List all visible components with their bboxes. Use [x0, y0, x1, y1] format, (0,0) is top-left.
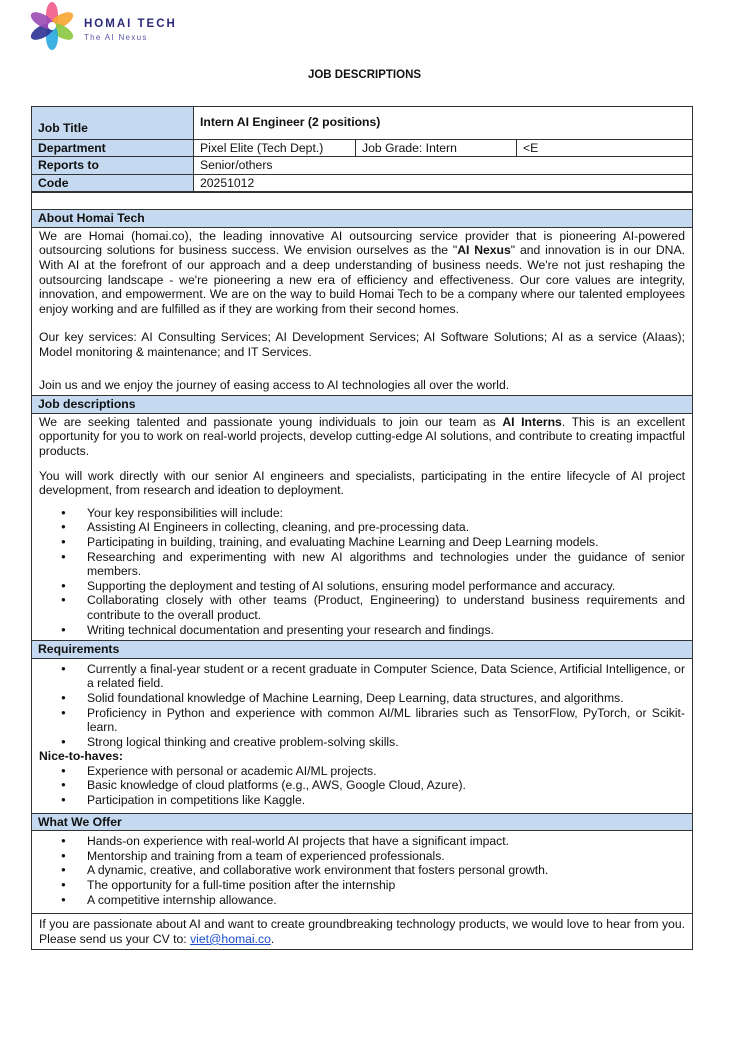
list-item: ● Mentorship and training from a team of experienced professionals. — [39, 849, 685, 864]
list-item: ● A competitive internship allowance. — [39, 893, 685, 908]
nice-to-haves-list — [39, 764, 685, 808]
list-item: ● A dynamic, creative, and collaborative work environment that fosters personal growth. — [39, 863, 685, 878]
about-paragraph-2: Our key services: AI Consulting Services; AI Development Services; AI Software Solutions; AI as a service (AIaas); Model monitoring & maintenance; and IT Services. — [39, 330, 685, 360]
closing-paragraph: If you are passionate about AI and want to create groundbreaking technology products, we would love to hear from you. Please send us your CV to: viet@homai.co. — [39, 917, 685, 946]
email-link[interactable]: viet@homai.co — [190, 931, 271, 946]
list-item: ● Currently a final-year student or a recent graduate in Computer Science, Data Science, Artificial Intelligence, or a related field. — [39, 662, 685, 691]
responsibilities-list — [39, 506, 685, 637]
brand-name: HOMAI TECH — [84, 18, 177, 30]
code-value: 20251012 — [194, 174, 693, 192]
list-item: ● Collaborating closely with other teams (Product, Engineering) to understand business requirements and contribute to the overall product. — [39, 593, 685, 622]
job-paragraph-2: You will work directly with our senior AI engineers and specialists, participating in the entire lifecycle of AI project development, from research and ideation to deployment. — [39, 468, 685, 498]
job-title-value: Intern AI Engineer (2 positions) — [194, 107, 693, 139]
department-value: Pixel Elite (Tech Dept.) — [194, 139, 356, 157]
extra-value: <E — [517, 139, 693, 157]
closing-section — [32, 913, 692, 949]
job-descriptions-heading: Job descriptions — [32, 395, 692, 414]
job-grade-value: Job Grade: Intern — [356, 139, 517, 157]
flower-logo-icon — [28, 0, 78, 52]
company-logo — [28, 0, 188, 52]
what-we-offer-heading: What We Offer — [32, 813, 692, 832]
list-item: ● Your key responsibilities will include: — [39, 506, 685, 521]
what-we-offer-body — [32, 831, 692, 913]
about-paragraph-3: Join us and we enjoy the journey of easing access to AI technologies all over the world. — [39, 377, 510, 392]
list-item: ● The opportunity for a full-time position after the internship — [39, 878, 685, 893]
job-description-frame — [31, 106, 693, 950]
list-item: ● Experience with personal or academic AI/ML projects. — [39, 764, 685, 779]
job-paragraph-1: We are seeking talented and passionate young individuals to join our team as AI Interns. This is an excellent opportunity for you to work on real-world projects, develop cutting-edge AI solutions, and contribute to creating impactful products. — [39, 414, 685, 458]
list-item: ● Hands-on experience with real-world AI projects that have a significant impact. — [39, 834, 685, 849]
reports-to-label: Reports to — [32, 157, 194, 175]
requirements-heading: Requirements — [32, 640, 692, 659]
list-item: ● Proficiency in Python and experience with common AI/ML libraries such as TensorFlow, PyTorch, or Scikit-learn. — [39, 706, 685, 735]
nice-to-haves-heading: Nice-to-haves: — [39, 749, 123, 764]
about-body — [32, 228, 692, 395]
list-item: ● Strong logical thinking and creative problem-solving skills. — [39, 735, 685, 750]
list-item: ● Researching and experimenting with new AI algorithms and technologies under the guidance of senior members. — [39, 550, 685, 579]
department-label: Department — [32, 139, 194, 157]
code-label: Code — [32, 174, 194, 192]
requirements-body — [32, 659, 692, 813]
about-paragraph-1: We are Homai (homai.co), the leading innovative AI outsourcing service provider that is pioneering AI-powered outsourcing solutions for business success. We envision ourselves as the "AI Nexus" and innovation is in our DNA. With AI at the forefront of our approach and a deep understanding of business needs. We're not just reshaping the outsourcing landscape - we're pioneering a new era of efficiency and effectiveness. Our core values are integrity, innovation, and empowerment. We are on the way to build Homai Tech to be a company where our talented employees enjoy working and are fulfilled as if they are working from their second homes. — [39, 228, 685, 316]
about-heading: About Homai Tech — [32, 209, 692, 228]
list-item: ● Participating in building, training, and evaluating Machine Learning and Deep Learning models. — [39, 535, 685, 550]
list-item: ● Assisting AI Engineers in collecting, cleaning, and pre-processing data. — [39, 520, 685, 535]
list-item: ● Participation in competitions like Kaggle. — [39, 793, 685, 808]
list-item: ● Basic knowledge of cloud platforms (e.g., AWS, Google Cloud, Azure). — [39, 778, 685, 793]
requirements-list — [39, 662, 685, 750]
reports-to-value: Senior/others — [194, 157, 693, 175]
list-item: ● Supporting the deployment and testing of AI solutions, ensuring model performance and accuracy. — [39, 579, 685, 594]
section-spacer — [32, 192, 692, 209]
list-item: ● Writing technical documentation and presenting your research and findings. — [39, 623, 685, 638]
list-item: ● Solid foundational knowledge of Machine Learning, Deep Learning, data structures, and algorithms. — [39, 691, 685, 706]
job-descriptions-body — [32, 414, 692, 640]
document-title: JOB DESCRIPTIONS — [307, 69, 422, 81]
brand-tagline: The AI Nexus — [84, 33, 148, 42]
job-title-label: Job Title — [32, 107, 194, 139]
offer-list — [39, 834, 685, 907]
job-info-table — [32, 107, 692, 192]
